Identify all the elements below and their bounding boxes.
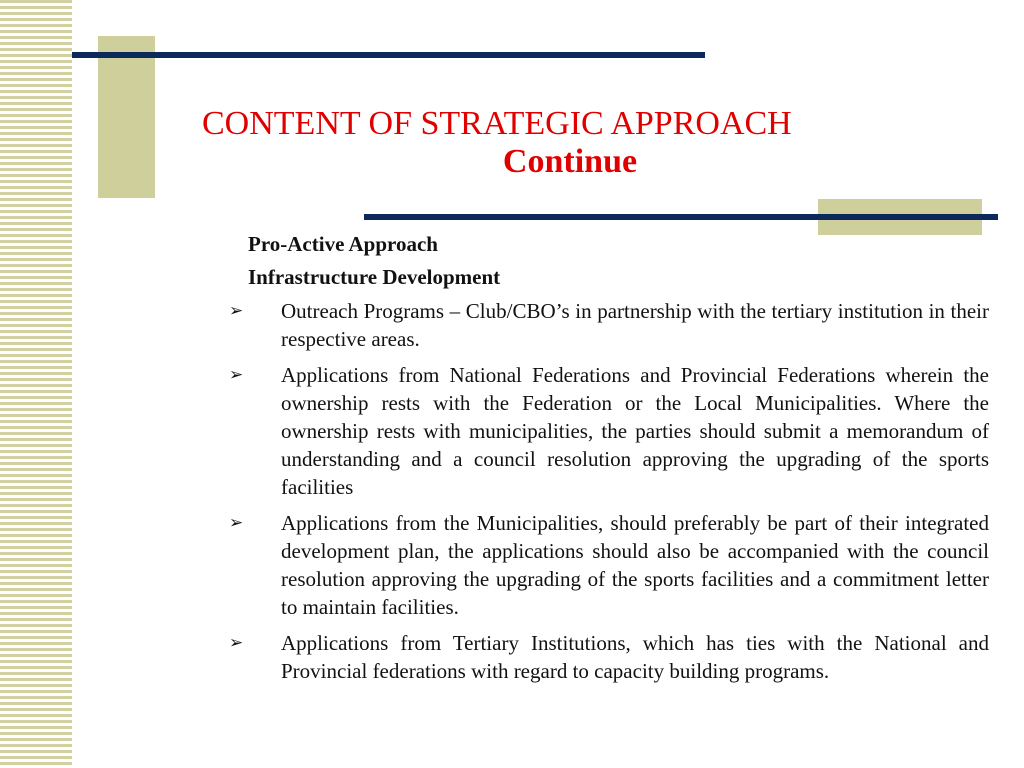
arrow-bullet-icon: ➢ (229, 633, 244, 652)
bullet-item (229, 509, 989, 621)
bullet-text: Applications from the Municipalities, should preferably be part of their integrated development plan, the applications should also be accompanied with the council resolution approving the upgrading of the sports facilities and a commitment letter to maintain facilities. (281, 511, 989, 619)
title-main: CONTENT OF STRATEGIC APPROACH (202, 105, 792, 142)
bullet-text: Outreach Programs – Club/CBO’s in partnership with the tertiary institution in their respective areas. (281, 299, 989, 351)
subheading-pro-active: Pro-Active Approach (248, 232, 438, 256)
slide-title (190, 106, 950, 179)
decorative-stripes (0, 0, 72, 768)
bullet-item (229, 629, 989, 685)
top-rule (72, 52, 705, 58)
arrow-bullet-icon: ➢ (229, 365, 244, 384)
bullet-text: Applications from National Federations and Provincial Federations wherein the ownership rests with the Federation or the Local Municipalities. Where the ownership rests with municipalities, the parties should submit a memorandum of understanding and a council resolution approving the upgrading of the sports facilities (281, 363, 989, 499)
subheading-infrastructure: Infrastructure Development (248, 265, 501, 289)
title-subtitle: Continue (502, 142, 638, 180)
bottom-rule (364, 214, 998, 220)
bullet-list (229, 297, 989, 693)
bullet-item (229, 297, 989, 353)
bullet-item (229, 361, 989, 501)
accent-block-left (98, 36, 155, 198)
arrow-bullet-icon: ➢ (229, 301, 244, 320)
bullet-text: Applications from Tertiary Institutions, which has ties with the National and Provincial federations with regard to capacity building programs. (281, 631, 989, 683)
arrow-bullet-icon: ➢ (229, 513, 244, 532)
